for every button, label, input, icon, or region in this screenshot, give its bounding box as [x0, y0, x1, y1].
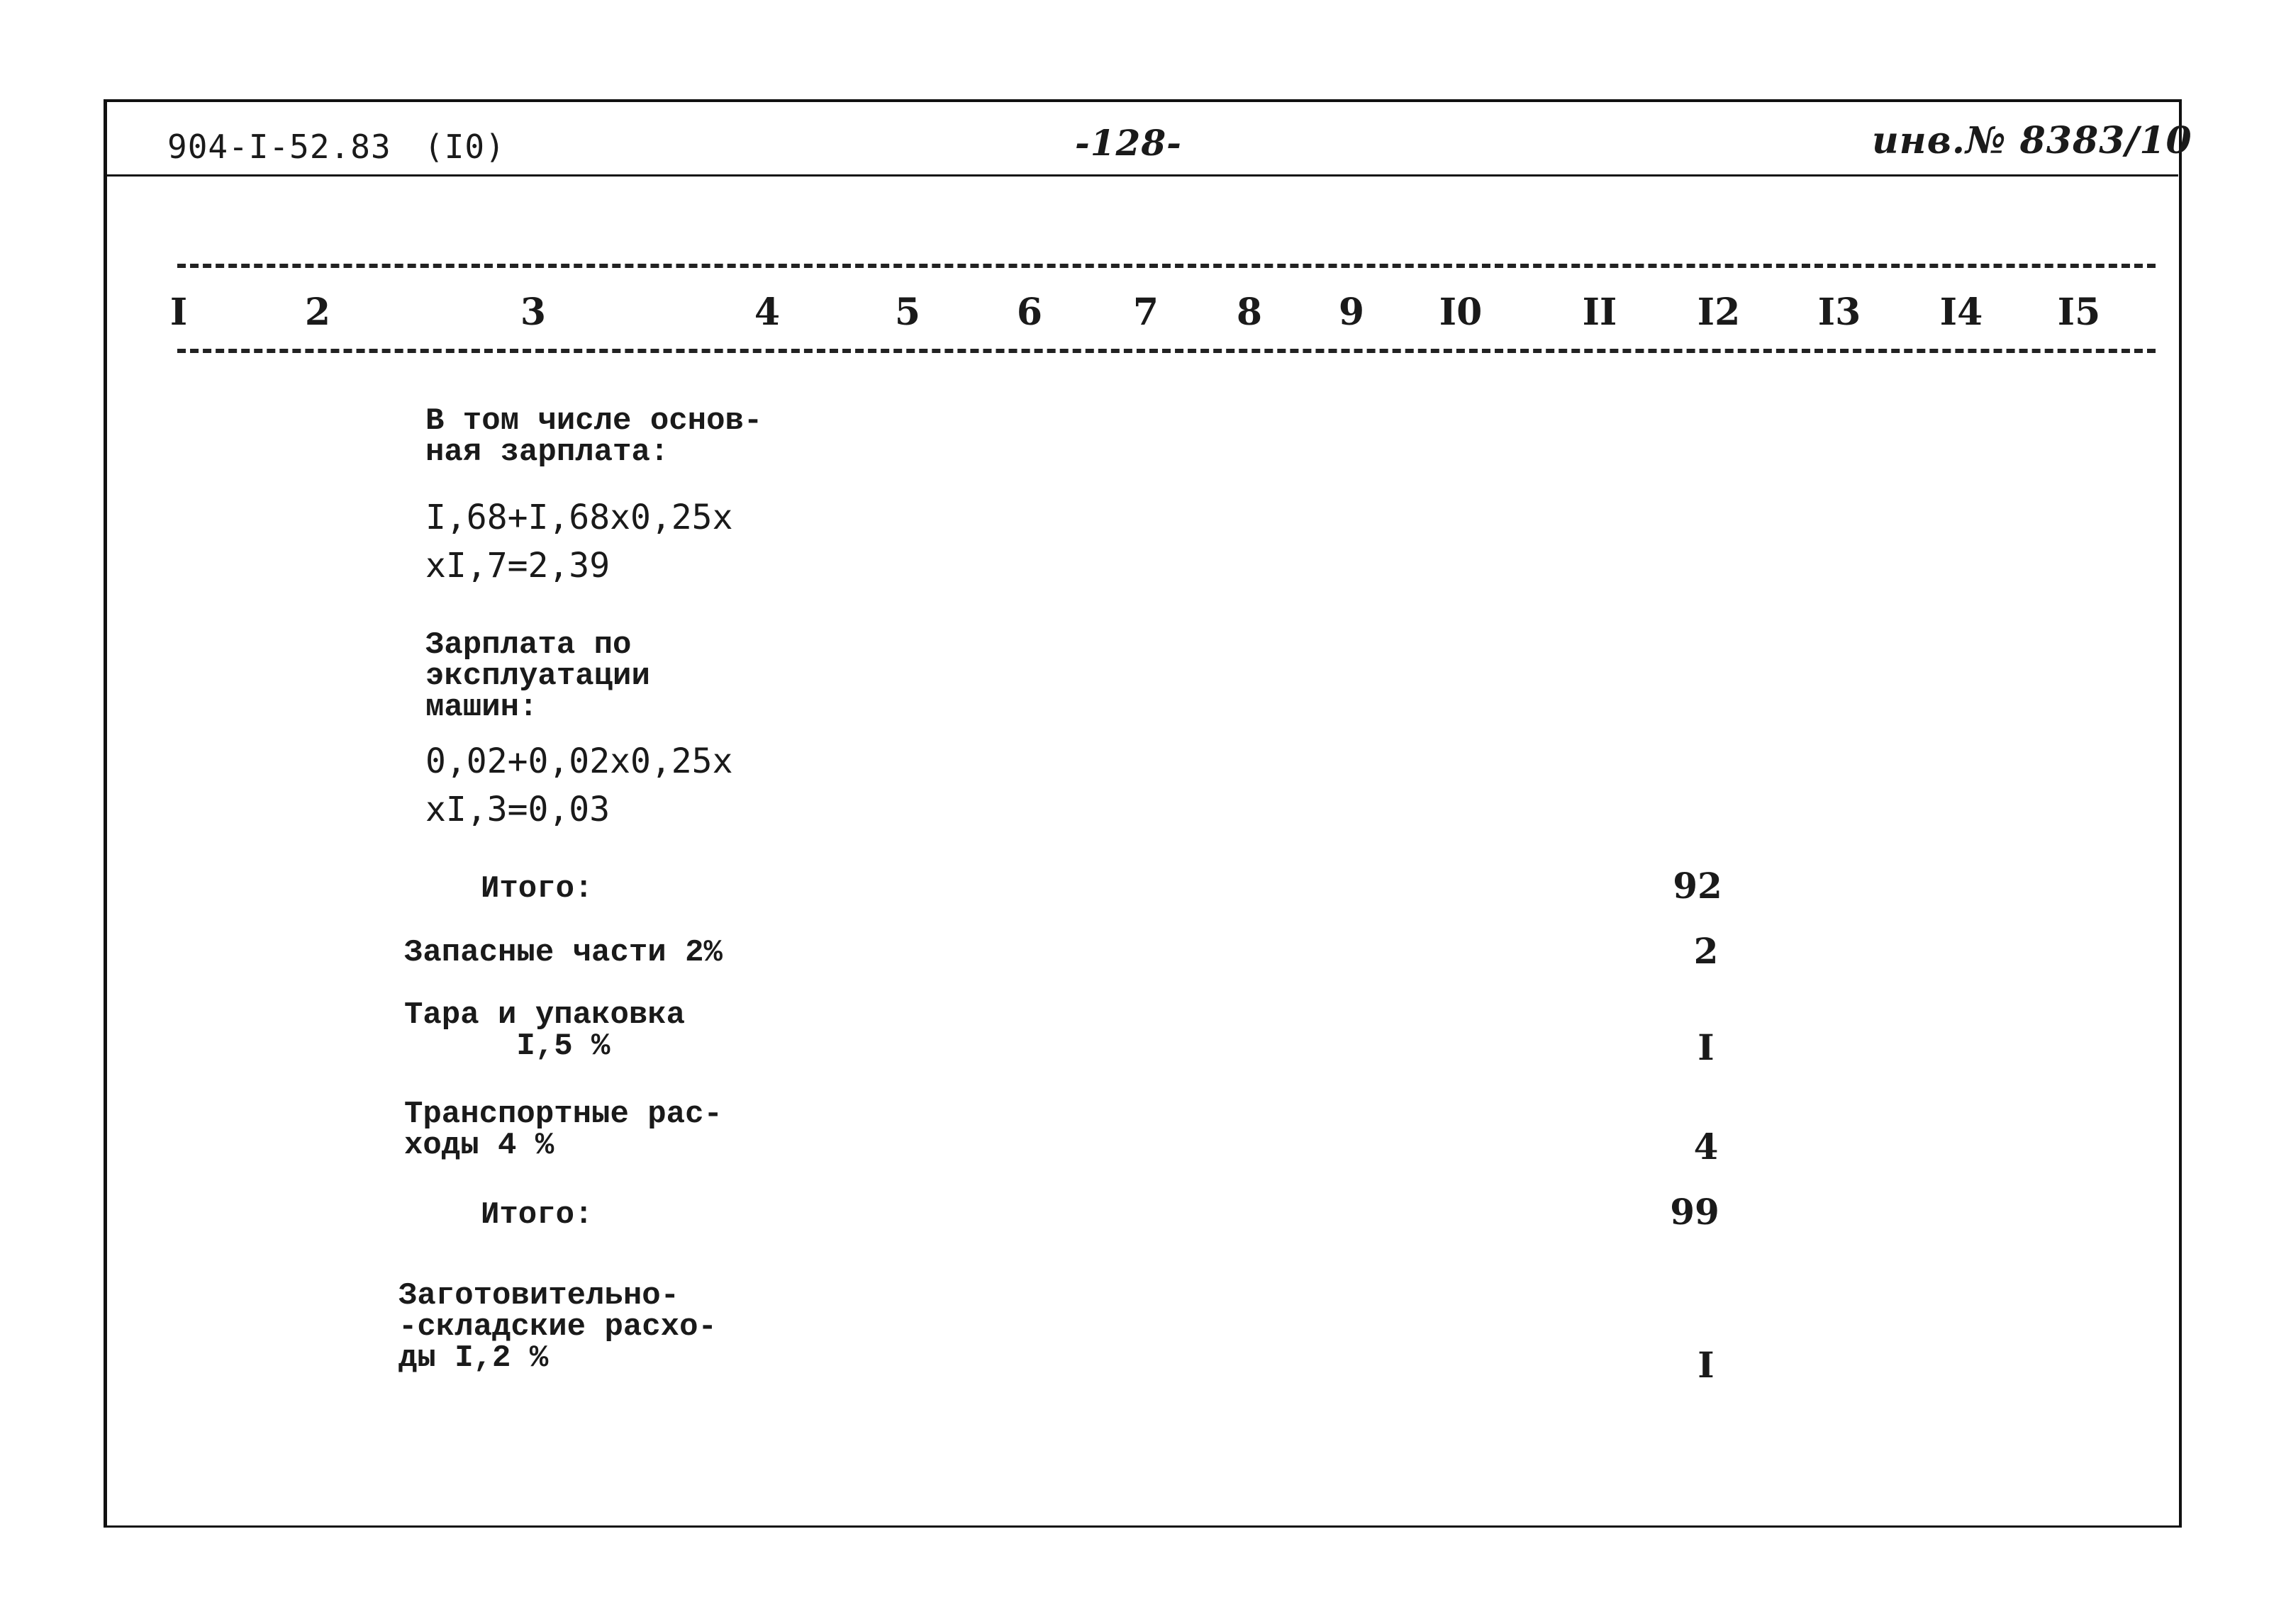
column-number: 9 — [1338, 291, 1365, 334]
column-number: I3 — [1817, 291, 1861, 334]
subtotal-1-label: Итого: — [481, 871, 593, 907]
column-number: 6 — [1016, 291, 1043, 334]
column-number: 5 — [894, 291, 921, 334]
page-number: -128- — [1075, 122, 1182, 164]
inventory-number: инв.№ 8383/10 — [1872, 119, 2192, 162]
column-number: 8 — [1236, 291, 1263, 334]
subtotal-1-value: 92 — [1673, 865, 1722, 907]
machine-wage-formula: 0,02+0,02x0,25x xI,3=0,03 — [425, 741, 733, 829]
spare-parts-label: Запасные части 2% — [404, 935, 723, 970]
column-number: 4 — [754, 291, 781, 334]
storage-costs-value: I — [1697, 1344, 1715, 1386]
spare-parts-value: 2 — [1693, 930, 1719, 972]
basic-wage-formula: I,68+I,68x0,25x xI,7=2,39 — [425, 498, 733, 586]
column-number: I2 — [1697, 291, 1741, 334]
column-number: 3 — [520, 291, 547, 334]
header-divider — [104, 174, 2178, 177]
transport-label: Транспортные рас- ходы 4 % — [404, 1097, 723, 1163]
packaging-label: Тара и упаковка I,5 % — [404, 997, 686, 1064]
packaging-value: I — [1697, 1026, 1715, 1068]
column-header-bottom-rule — [177, 349, 2156, 353]
column-number: II — [1582, 291, 1617, 334]
column-number: I4 — [1939, 291, 1983, 334]
document-issue: (I0) — [424, 128, 506, 166]
column-number: I0 — [1439, 291, 1483, 334]
column-header-top-rule — [177, 264, 2156, 268]
transport-value: 4 — [1693, 1126, 1719, 1167]
storage-costs-label: Заготовительно- -складские расхо- ды I,2 % — [398, 1278, 717, 1376]
column-number: 7 — [1132, 291, 1159, 334]
document-code: 904-I-52.83 — [167, 128, 391, 166]
column-number: 2 — [304, 291, 331, 334]
subtotal-2-label: Итого: — [481, 1197, 593, 1233]
basic-wage-label: В том числе основ- ная зарплата: — [425, 403, 763, 470]
column-number: I — [169, 291, 188, 334]
column-number: I5 — [2057, 291, 2101, 334]
machine-wage-label: Зарплата по эксплуатации машин: — [425, 627, 650, 725]
subtotal-2-value: 99 — [1670, 1191, 1719, 1233]
